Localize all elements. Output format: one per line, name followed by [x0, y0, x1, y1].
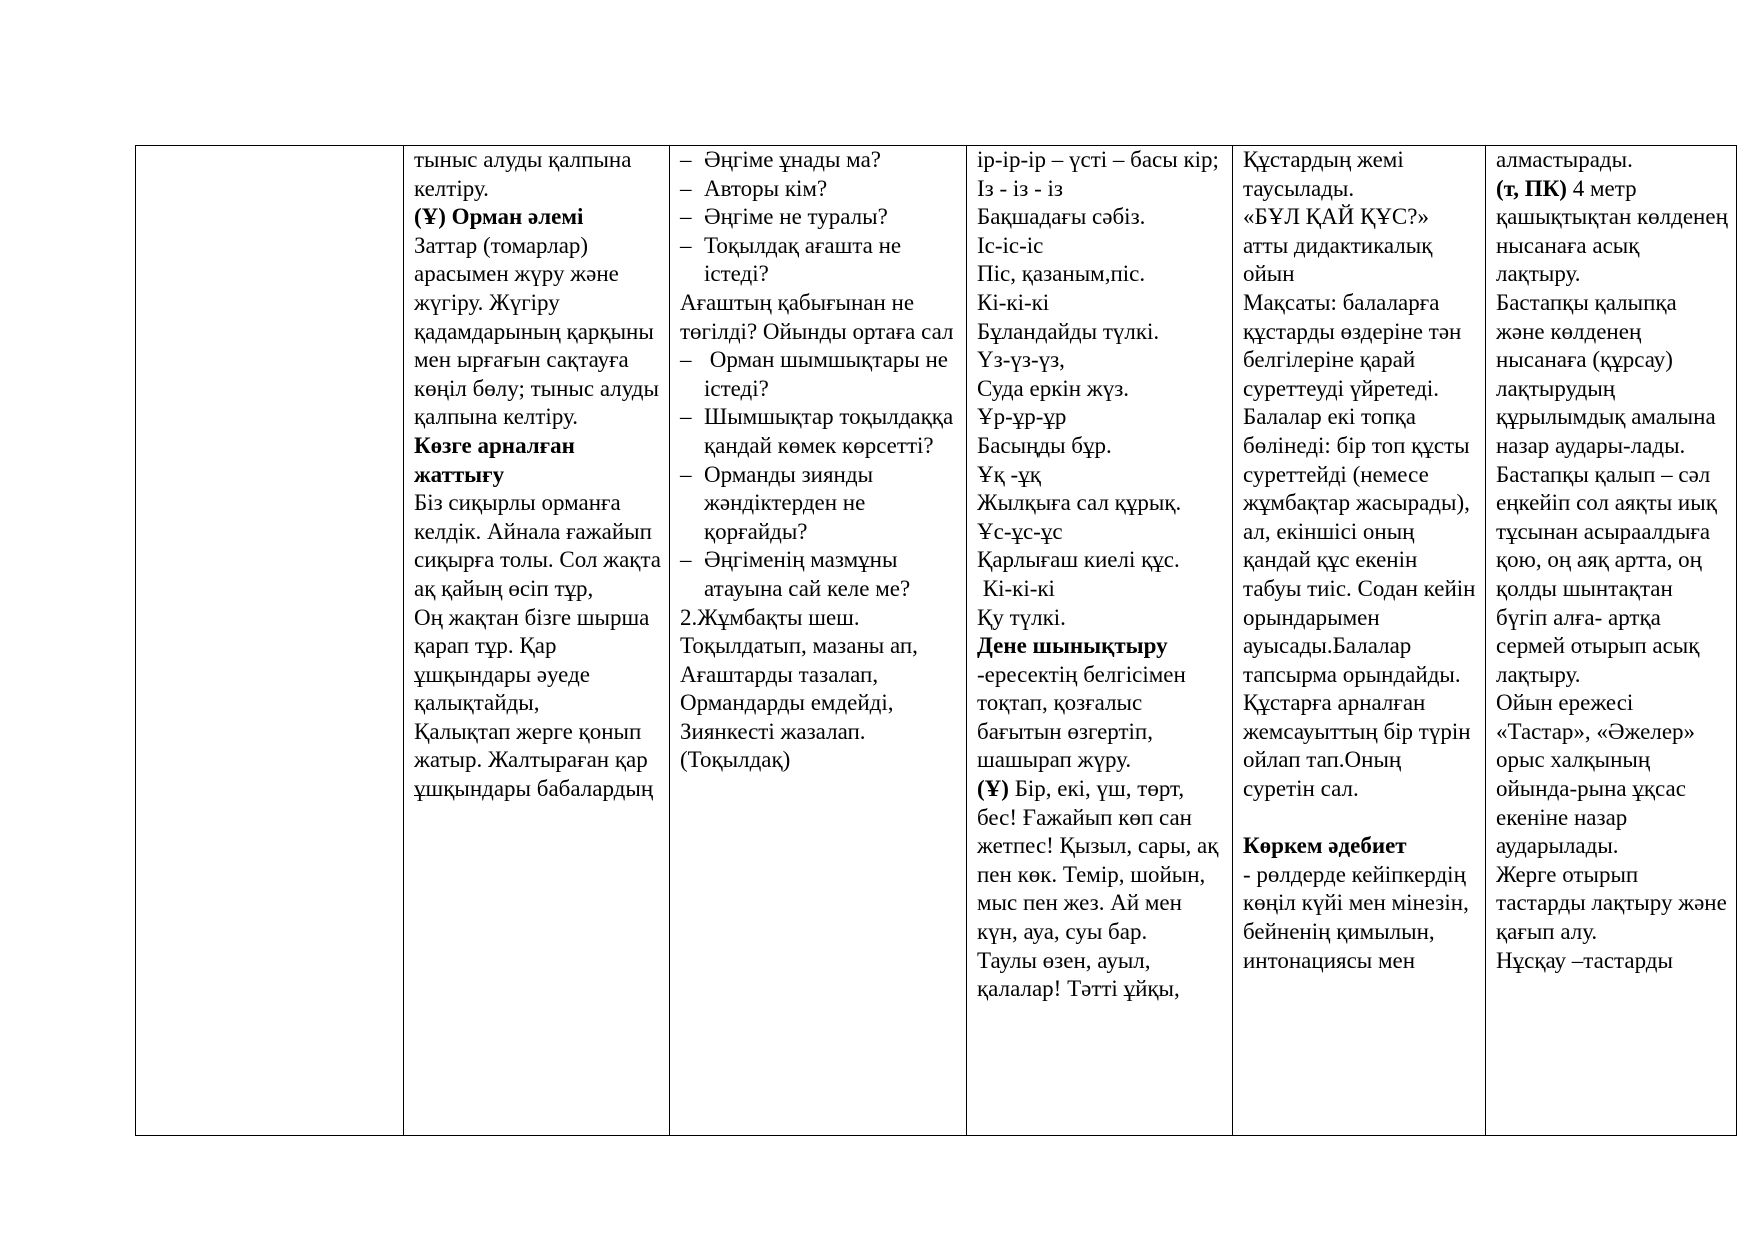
- list-item-text: Әңгіме не туралы?: [704, 204, 888, 230]
- cell-paragraph: [680, 661, 958, 690]
- cell-paragraph: [977, 346, 1224, 375]
- text-segment: Ұқ -ұқ: [977, 461, 1041, 487]
- cell-paragraph: [1243, 289, 1477, 403]
- cell-content: [1496, 146, 1734, 975]
- cell-paragraph: [977, 518, 1224, 547]
- blank-line: [1243, 804, 1477, 833]
- text-segment: Жерге отырып тастарды лақтыру және қағып алу.: [1496, 861, 1733, 945]
- dash-bullet-icon: –: [680, 547, 692, 573]
- text-segment: Піс, қазаным,піс.: [977, 261, 1146, 287]
- table-cell-physical-education: [1486, 146, 1737, 1136]
- cell-paragraph: [414, 203, 661, 232]
- table-cell-empty: [136, 146, 404, 1136]
- cell-paragraph: [1496, 861, 1733, 947]
- lesson-plan-table: [135, 145, 1737, 1136]
- cell-content: [977, 146, 1224, 1004]
- cell-paragraph: [977, 289, 1224, 318]
- text-segment: Бастапқы қалып – сәл еңкейіп сол аяқты иық тұсынан асыраалдыға қою, оң аяқ артта, оң қолды шынтақтан бүгіп алға- артқа сермей отырып асық лақтыру.: [1496, 461, 1723, 687]
- text-segment: Біз сиқырлы орманға келдік. Айнала ғажайып сиқырға толы. Сол жақта ақ қайың өсіп тұр,: [414, 490, 667, 601]
- list-item: [680, 146, 958, 175]
- table-cell-questions: [670, 146, 967, 1136]
- text-segment: ір-ір-ір – үсті – басы кір; Із - із - із: [977, 147, 1225, 201]
- cell-paragraph: [1496, 175, 1734, 289]
- cell-paragraph: [680, 746, 958, 775]
- text-segment: Ойын ережесі «Тастар», «Әжелер» орыс халқының ойында-рына ұқсас екеніне назар аударылады.: [1496, 690, 1701, 859]
- text-segment: алмастырады.: [1496, 147, 1633, 172]
- dash-bullet-icon: –: [680, 404, 692, 430]
- cell-paragraph: [680, 632, 958, 661]
- cell-paragraph: [680, 689, 958, 718]
- cell-paragraph: [680, 718, 958, 747]
- text-segment: Басыңды бұр.: [977, 432, 1112, 458]
- text-segment: -ересектің белгісімен тоқтап, қозғалыс бағытын өзгертіп, шашырап жүру.: [977, 661, 1192, 773]
- text-segment: Ұс-ұс-ұс: [977, 518, 1063, 544]
- dash-bullet-icon: –: [680, 147, 692, 172]
- text-segment: - рөлдерде кейіпкердің көңіл күйі мен мінезін, бейненің қимылын, интонациясы мен: [1243, 861, 1475, 973]
- text-segment: Жылқыға сал құрық.: [977, 490, 1182, 516]
- cell-paragraph: [977, 632, 1224, 661]
- list-item: [680, 203, 958, 232]
- table-row: [136, 146, 1737, 1136]
- dash-bullet-icon: –: [680, 232, 692, 258]
- list-item: [680, 403, 958, 460]
- cell-paragraph: [1496, 689, 1728, 861]
- text-segment: Іс-іс-іс: [977, 232, 1044, 258]
- cell-paragraph: [1243, 861, 1477, 975]
- dash-bullet-icon: –: [680, 204, 692, 230]
- cell-paragraph: [414, 146, 661, 203]
- cell-content: [1243, 146, 1482, 975]
- cell-paragraph: [680, 289, 958, 346]
- list-item-text: Шымшықтар тоқылдаққа қандай көмек көрсетті?: [704, 404, 959, 458]
- list-item-text: Орманды зиянды жәндіктерден не қорғайды?: [704, 461, 879, 544]
- text-segment: 2.Жұмбақты шеш.: [680, 604, 860, 630]
- cell-paragraph: [977, 318, 1224, 347]
- text-segment: 4 метр қашықтықтан көлденең нысанаға асық лақтыру.: [1496, 175, 1734, 287]
- cell-paragraph: [414, 604, 661, 718]
- text-segment: Нұсқау –тастарды: [1496, 947, 1673, 973]
- text-segment: Ормандарды емдейді,: [680, 690, 894, 716]
- text-segment: Бір, екі, үш, төрт, бес! Ғажайып көп сан жетпес! Қызыл, сары, ақ пен көк. Темір, шойын, мыс пен жез. Ай мен күн, ауа, суы бар.: [977, 776, 1225, 945]
- list-item: [680, 461, 958, 547]
- cell-paragraph: [414, 489, 667, 603]
- text-segment: Заттар (томарлар) арасымен жүру және жүгіру. Жүгіру қадамдарының қарқыны мен ырғағын сақтауға көңіл бөлу; тыныс алуды қалпына келтіру.: [414, 232, 665, 430]
- dash-bullet-icon: –: [680, 347, 692, 373]
- cell-paragraph: [1243, 832, 1477, 861]
- cell-paragraph: [977, 575, 1224, 604]
- text-segment: Зиянкесті жазалап.: [680, 718, 866, 744]
- text-segment: Бұландайды түлкі.: [977, 318, 1160, 344]
- text-segment: Бастапқы қалыпқа және көлденең нысанаға (құрсау) лақтырудың құрылымдық амалына назар аудары-лады.: [1496, 289, 1722, 458]
- cell-paragraph: [977, 203, 1224, 232]
- cell-paragraph: [1496, 289, 1728, 461]
- cell-paragraph: [977, 604, 1224, 633]
- text-segment: Кі-кі-кі: [977, 289, 1050, 315]
- list-item-text: Тоқылдақ ағашта не істеді?: [704, 232, 907, 287]
- text-segment: тыныс алуды қалпына келтіру.: [414, 147, 638, 201]
- text-segment: «БҰЛ ҚАЙ ҚҰС?» атты дидактикалық ойын: [1243, 204, 1439, 287]
- dash-bullet-icon: –: [680, 175, 692, 201]
- cell-paragraph: [977, 260, 1224, 289]
- cell-paragraph: [977, 489, 1224, 518]
- table-cell-activities: [404, 146, 670, 1136]
- list-item: [680, 546, 958, 603]
- bold-heading: (Ұ): [977, 776, 1009, 802]
- cell-paragraph: [977, 375, 1224, 404]
- cell-paragraph: [1243, 403, 1482, 803]
- cell-paragraph: [977, 232, 1224, 261]
- text-segment: Ағаштың қабығынан не төгілді? Ойынды ортаға сал: [680, 289, 954, 344]
- question-list: [680, 146, 958, 289]
- text-segment: (Тоқылдақ): [680, 747, 791, 773]
- cell-paragraph: [977, 947, 1224, 1004]
- text-segment: Оң жақтан бізге шырша қарап тұр. Қар ұшқындары әуеде қалықтайды,: [414, 604, 656, 716]
- table-cell-didactic-game: [1233, 146, 1486, 1136]
- cell-paragraph: [977, 146, 1224, 203]
- cell-paragraph: [1243, 146, 1477, 203]
- text-segment: Қалықтап жерге қонып жатыр. Жалтыраған қар ұшқындары бабалардың: [414, 718, 654, 802]
- bold-heading: Көркем әдебиет: [1243, 833, 1407, 859]
- cell-paragraph: [1496, 146, 1728, 175]
- list-item: [680, 232, 958, 289]
- text-segment: Мақсаты: балаларға құстарды өздеріне тән белгілеріне қарай суреттеуді үйретеді.: [1243, 289, 1468, 401]
- text-segment: Тоқылдатып, мазаны ап,: [680, 633, 918, 659]
- cell-paragraph: [414, 718, 661, 804]
- text-segment: Қарлығаш киелі құс.: [977, 547, 1180, 573]
- cell-paragraph: [977, 661, 1224, 775]
- text-segment: Қу түлкі.: [977, 604, 1066, 630]
- text-segment: Үз-үз-үз,: [977, 347, 1065, 373]
- bold-heading: Көзге арналған жаттығу: [414, 432, 581, 487]
- text-segment: Суда еркін жүз.: [977, 375, 1130, 401]
- text-segment: Бақшадағы сәбіз.: [977, 204, 1146, 230]
- text-segment: Құстардың жемі таусылады.: [1243, 147, 1410, 201]
- cell-paragraph: [1496, 947, 1728, 976]
- cell-paragraph: [1496, 461, 1728, 690]
- dash-bullet-icon: –: [680, 461, 692, 487]
- list-item-text: Авторы кім?: [704, 175, 828, 201]
- bold-heading: (т, ПК): [1496, 175, 1567, 201]
- table-cell-tongue-twisters: [967, 146, 1233, 1136]
- list-item: [680, 175, 958, 204]
- list-item: [680, 346, 958, 403]
- bold-heading: (Ұ) Орман әлемі: [414, 204, 584, 230]
- question-list: [680, 346, 958, 603]
- text-segment: Таулы өзен, ауыл, қалалар! Тәтті ұйқы,: [977, 947, 1180, 1002]
- cell-paragraph: [977, 546, 1224, 575]
- cell-paragraph: [977, 775, 1224, 947]
- list-item-text: Орман шымшықтары не істеді?: [704, 347, 954, 401]
- list-item-text: Әңгіменің мазмұны атауына сай келе ме?: [704, 547, 911, 601]
- list-item-text: Әңгіме ұнады ма?: [704, 147, 881, 172]
- cell-paragraph: [1243, 203, 1477, 289]
- text-segment: Кі-кі-кі: [977, 575, 1055, 601]
- cell-paragraph: [680, 604, 958, 633]
- text-segment: Балалар екі топқа бөлінеді: бір топ құсты суреттейді (немесе жұмбақтар жасырады), ал, екіншісі оның қандай құс екенін табуы тиіс. Содан кейін орындарымен ауысады.Балалар тапсырма орындайды. Құстарға арналған жемсауыттың бір түрін ойлап тап.Оның суретін сал.: [1243, 404, 1482, 802]
- cell-content: [680, 146, 958, 775]
- cell-paragraph: [977, 432, 1224, 461]
- bold-heading: Дене шынықтыру: [977, 633, 1168, 659]
- text-segment: Ұр-ұр-ұр: [977, 404, 1067, 430]
- cell-paragraph: [977, 403, 1224, 432]
- cell-content: [414, 146, 667, 804]
- cell-paragraph: [977, 461, 1224, 490]
- cell-paragraph: [414, 432, 661, 489]
- text-segment: Ағаштарды тазалап,: [680, 661, 879, 687]
- cell-paragraph: [414, 232, 665, 432]
